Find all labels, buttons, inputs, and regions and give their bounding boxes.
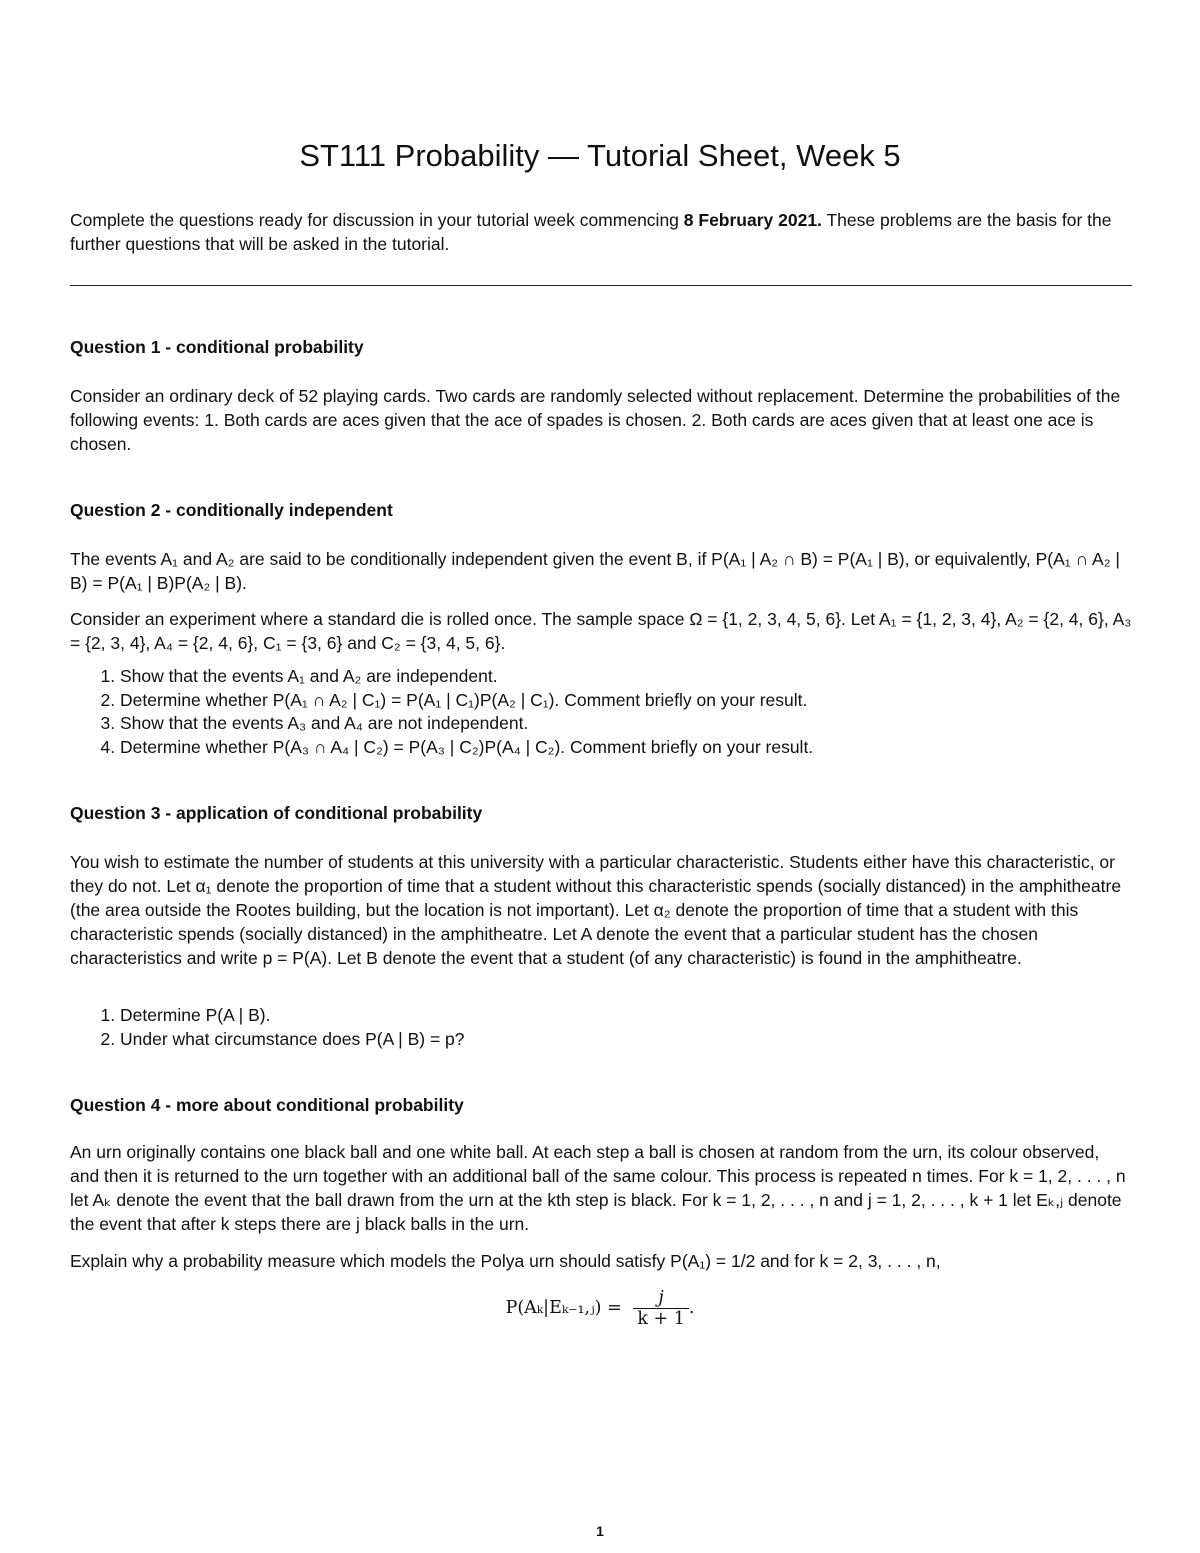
list-item: 1. Show that the events A₁ and A₂ are independent. <box>120 665 1132 689</box>
list-item: 4. Determine whether P(A₃ ∩ A₄ | C₂) = P(A₃ | C₂)P(A₄ | C₂). Comment briefly on your result. <box>120 736 1132 760</box>
question-4-heading: Question 4 - more about conditional probability <box>70 1095 464 1115</box>
intro-paragraph <box>70 208 1132 256</box>
question-2-definition: The events A₁ and A₂ are said to be conditionally independent given the event B, if P(A₁ | A₂ ∩ B) = P(A₁ | B), or equivalently, P(A₁ ∩ A₂ | B) = P(A₁ | B)P(A₂ | B). <box>70 549 1120 593</box>
question-1-body: Consider an ordinary deck of 52 playing cards. Two cards are randomly selected without replacement. Determine the probabilities of the following events: 1. Both cards are aces given that the ace of spades is chosen. 2. Both cards are aces given that at least one ace is chosen. <box>70 386 1121 454</box>
formula-fraction <box>633 1288 689 1329</box>
list-item: 2. Under what circumstance does P(A | B) = p? <box>120 1028 1132 1052</box>
list-item: 3. Show that the events A₃ and A₄ are not independent. <box>120 712 1132 736</box>
formula-denominator: k + 1 <box>637 1309 685 1329</box>
question-4-body: An urn originally contains one black ball and one white ball. At each step a ball is chosen at random from the urn, its colour observed, and then it is returned to the urn together with an additional ball of the same colour. This process is repeated n times. For k = 1, 2, . . . , n let Aₖ denote the event that the ball drawn from the urn at the kth step is black. For k = 1, 2, . . . , n and j = 1, 2, . . . , k + 1 let Eₖ,ⱼ denote the event that after k steps there are j black balls in the urn. <box>70 1142 1126 1234</box>
question-3-heading: Question 3 - application of conditional probability <box>70 803 483 823</box>
list-item: 1. Determine P(A | B). <box>120 1004 1132 1028</box>
question-2-list <box>70 665 1132 759</box>
list-item: 2. Determine whether P(A₁ ∩ A₂ | C₁) = P(A₁ | C₁)P(A₂ | C₁). Comment briefly on your result. <box>120 689 1132 713</box>
intro-date: 8 February 2021. <box>683 210 822 230</box>
page-title: ST111 Probability — Tutorial Sheet, Week 5 <box>299 138 901 173</box>
question-3-list <box>70 1004 1132 1051</box>
formula-period: . <box>688 1298 695 1318</box>
formula-numerator: j <box>633 1288 689 1309</box>
question-3-body: You wish to estimate the number of students at this university with a particular characteristic. Students either have this characteristic, or they do not. Let α₁ denote the proportion of time that a student without this characteristic spends (socially distanced) in the amphitheatre (the area outside the Rootes building, but the location is not important). Let α₂ denote the proportion of time that a student with this characteristic spends (socially distanced) in the amphitheatre. Let A denote the event that a particular student has the chosen characteristics and write p = P(A). Let B denote the event that a student (of any characteristic) is found in the amphitheatre. <box>70 852 1122 968</box>
question-2-heading: Question 2 - conditionally independent <box>70 500 393 520</box>
display-formula <box>0 1288 1200 1329</box>
question-4-task: Explain why a probability measure which models the Polya urn should satisfy P(A₁) = 1/2 and for k = 2, 3, . . . , n, <box>70 1251 941 1271</box>
question-2-setup: Consider an experiment where a standard die is rolled once. The sample space Ω = {1, 2, 3, 4, 5, 6}. Let A₁ = {1, 2, 3, 4}, A₂ = {2, 4, 6}, A₃ = {2, 3, 4}, A₄ = {2, 4, 6}, C₁ = {3, 6} and C₂ = {3, 4, 5, 6}. <box>70 609 1132 653</box>
formula-lhs: P(Aₖ|Eₖ₋₁,ⱼ) = <box>505 1298 622 1318</box>
horizontal-rule <box>70 285 1132 286</box>
page-number: 1 <box>596 1523 604 1539</box>
intro-text-before: Complete the questions ready for discussion in your tutorial week commencing <box>70 210 684 230</box>
question-1-heading: Question 1 - conditional probability <box>70 337 364 357</box>
intro-text-after: These problems are the basis for the further questions that will be asked in the tutorial. <box>70 210 1112 254</box>
